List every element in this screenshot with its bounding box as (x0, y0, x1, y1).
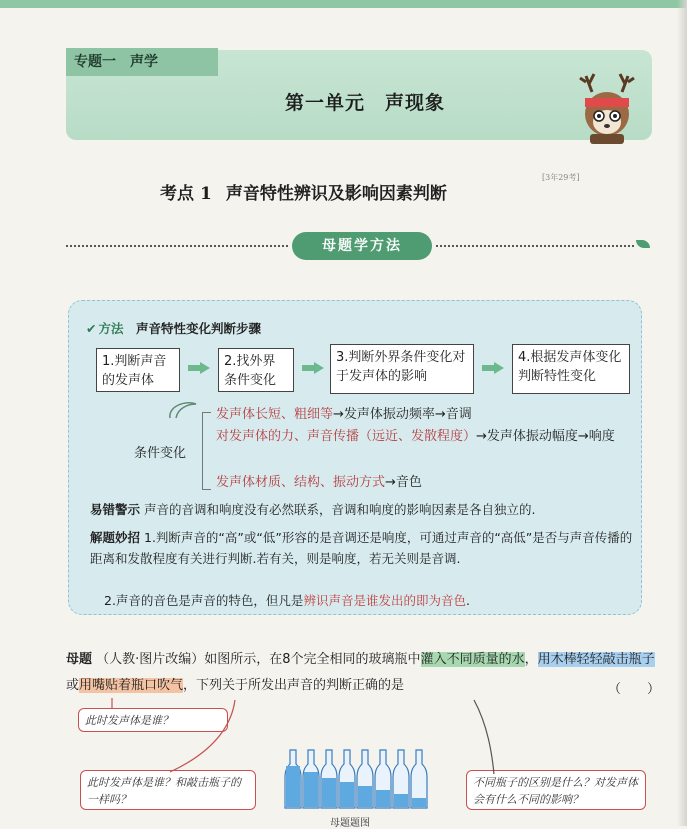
arrow-icon (188, 362, 210, 374)
deer-mascot-icon (572, 70, 642, 146)
step-4-box: 4.根据发声体变化判断特性变化 (512, 344, 630, 394)
highlight-strike: 用木棒轻轻敲击瓶子 (537, 652, 655, 667)
branch-loudness-effect: →发声体振动幅度→响度 (476, 429, 615, 444)
mother-question (66, 647, 656, 699)
branch-timbre-cause: 发声体材质、结构、振动方式 (216, 475, 386, 490)
note-speaker-strike: 此时发声体是谁？ (78, 708, 228, 732)
topic-tab: 专题一 声学 (66, 48, 218, 76)
arrow-icon (302, 362, 324, 374)
warning-line (90, 499, 630, 520)
kaodian-number: 1 (200, 184, 212, 204)
note-speaker-blow: 此时发声体是谁？和敲击瓶子的一样吗？ (80, 770, 256, 810)
swirl-icon (166, 398, 200, 422)
question-text: （人教·图片改编）如图所示，在8个完全相同的玻璃瓶中 (96, 652, 421, 667)
question-tail: ，下列关于所发出声音的判断正确的是 (183, 678, 405, 693)
tip-2-text: 2.声音的音色是声音的特色，但凡是 (104, 593, 304, 608)
highlight-blow: 用嘴贴着瓶口吹气 (79, 678, 184, 693)
branch-timbre (216, 473, 422, 493)
tip-1-text: 1.判断声音的“高”或“低”形容的是音调还是响度，可通过声音的“高低”是否与声音传播的距离和发散程度有关进行判断.若有关，则是响度，若无关则是音调. (90, 530, 633, 566)
kaodian-text: 声音特性辨识及影响因素判断 (225, 184, 447, 204)
check-icon: ✔ (86, 321, 97, 336)
answer-paren: （ ） (608, 682, 661, 697)
bracket (202, 412, 211, 490)
unit-title: 第一单元 声现象 (284, 92, 445, 114)
question-connector: 或 (66, 678, 80, 693)
warning-label: 易错警示 (90, 502, 141, 517)
step-3-box: 3.判断外界条件变化对于发声体的影响 (330, 344, 474, 394)
top-band (0, 0, 687, 8)
tip-2-highlight: 辨识声音是谁发出的即为音色 (303, 593, 466, 608)
method-heading (86, 319, 261, 337)
section-pill: 母题学方法 (292, 232, 432, 260)
bottles-figure (284, 748, 434, 812)
note-bottle-difference: 不同瓶子的区别是什么？对发声体会有什么不同的影响？ (466, 770, 646, 810)
question-label: 母题 (66, 652, 93, 667)
branch-loudness (216, 427, 636, 447)
step-2-box: 2.找外界条件变化 (218, 348, 294, 392)
arrow-icon (482, 362, 504, 374)
tip-1 (90, 527, 635, 569)
highlight-water: 灌入不同质量的水 (420, 652, 525, 667)
kaodian-label: 考点 (160, 184, 194, 204)
leaf-icon (636, 240, 650, 248)
branch-timbre-effect: →音色 (385, 475, 422, 490)
condition-label: 条件变化 (134, 446, 187, 461)
step-1-box: 1.判断声音的发声体 (96, 348, 180, 392)
divider-right (436, 245, 634, 247)
branch-pitch (216, 405, 472, 425)
method-prefix: 方法 (98, 321, 124, 336)
question-punct: ， (524, 652, 538, 667)
page-edge-shadow (677, 0, 687, 826)
tip-2-end: . (465, 593, 470, 608)
branch-pitch-cause: 发声体长短、粗细等 (216, 407, 334, 422)
tips-label: 解题妙招 (90, 530, 141, 545)
method-title: 声音特性变化判断步骤 (136, 321, 262, 336)
branch-loudness-cause: 对发声体的力、声音传播（远近、发散程度） (216, 429, 477, 444)
kaodian-title (160, 179, 580, 204)
figure-caption: 母题题图 (330, 818, 370, 829)
branch-pitch-effect: →发声体振动频率→音调 (333, 407, 472, 422)
exam-frequency-tag: [3年29考] (542, 173, 580, 182)
divider-left (66, 245, 288, 247)
warning-text: 声音的音调和响度没有必然联系，音调和响度的影响因素是各自独立的. (144, 502, 536, 517)
tip-2 (104, 590, 634, 611)
